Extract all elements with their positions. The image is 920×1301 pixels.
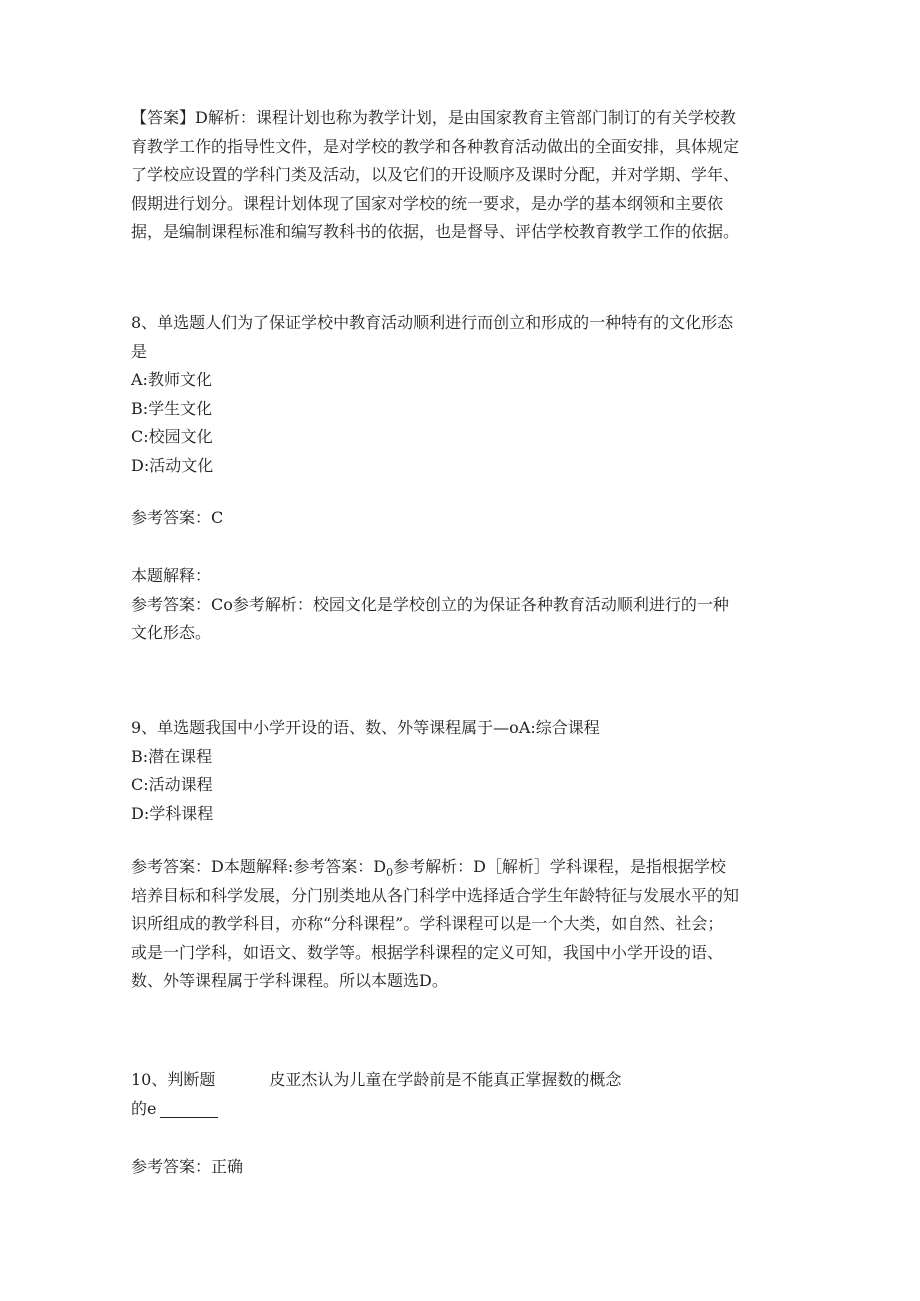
answer-text: 数、外等课程属于学科课程。所以本题选D。 — [131, 971, 448, 990]
option-a: A:教师文化 — [131, 370, 212, 389]
option-d: D:活动文化 — [131, 455, 214, 475]
question-8-explanation — [131, 562, 791, 648]
subscript: 0 — [386, 866, 394, 880]
blank-underline — [160, 1099, 218, 1118]
question-stem: 8、单选题人们为了保证学校中教育活动顺利进行而创立和形成的一种特有的文化形态 — [131, 313, 734, 332]
answer-text: 参考答案：D本题解释:参考答案：D — [131, 857, 387, 876]
answer-text: 参考答案：C — [131, 508, 224, 527]
option-c: C:活动课程 — [131, 775, 213, 794]
text-line: 假期进行划分。课程计划体现了国家对学校的统一要求，是办学的基本纲领和主要依 — [131, 193, 724, 213]
question-stem: 是 — [131, 341, 148, 361]
question-stem-tail: 的e — [131, 1098, 157, 1118]
answer-block-7 — [131, 104, 791, 247]
question-stem: 9、单选题我国中小学开设的语、数、外等课程属于—oA:综合课程 — [131, 718, 600, 737]
question-9-answer — [131, 853, 791, 996]
option-d: D:学科课程 — [131, 803, 214, 823]
answer-text: 识所组成的教学科目，亦称“分科课程”。学科课程可以是一个大类，如自然、社会； — [131, 914, 724, 933]
question-8 — [131, 309, 791, 480]
question-10 — [131, 1066, 791, 1123]
question-8-answer — [131, 504, 791, 533]
text-line: 【答案】D解析：课程计划也称为教学计划，是由国家教育主管部门制订的有关学校教 — [131, 108, 736, 127]
explanation-label: 本题解释： — [131, 566, 212, 585]
question-10-answer — [131, 1153, 791, 1182]
explanation-text: 参考答案：Co参考解析：校园文化是学校创立的为保证各种教育活动顺利进行的一种 — [131, 594, 729, 614]
option-c: C:校园文化 — [131, 427, 213, 446]
question-stem-line — [131, 1066, 791, 1095]
question-number: 10、判断题 — [131, 1070, 216, 1089]
option-b: B:学生文化 — [131, 398, 213, 418]
answer-text: 培养目标和科学发展，分门别类地从各门科学中选择适合学生年龄特征与发展水平的知 — [131, 885, 740, 905]
text-line: 育教学工作的指导性文件，是对学校的教学和各种教育活动做出的全面安排，具体规定 — [131, 136, 740, 156]
answer-text: 或是一门学科，如语文、数学等。根据学科课程的定义可知，我国中小学开设的语、 — [131, 942, 724, 962]
text-line: 了学校应设置的学科门类及活动，以及它们的开设顺序及课时分配，并对学期、学年、 — [131, 165, 740, 184]
option-b: B:潜在课程 — [131, 746, 213, 766]
text-line: 据，是编制课程标准和编写教科书的依据，也是督导、评估学校教育教学工作的依据。 — [131, 222, 740, 241]
question-9 — [131, 714, 791, 828]
answer-text: 参考答案：正确 — [131, 1157, 244, 1176]
question-stem: 皮亚杰认为儿童在学龄前是不能真正掌握数的概念 — [269, 1070, 622, 1089]
answer-line — [131, 853, 791, 882]
answer-text: 参考解析：D［解析］学科课程，是指根据学校 — [393, 857, 726, 876]
question-stem-line — [131, 1095, 791, 1124]
explanation-text: 文化形态。 — [131, 623, 212, 642]
